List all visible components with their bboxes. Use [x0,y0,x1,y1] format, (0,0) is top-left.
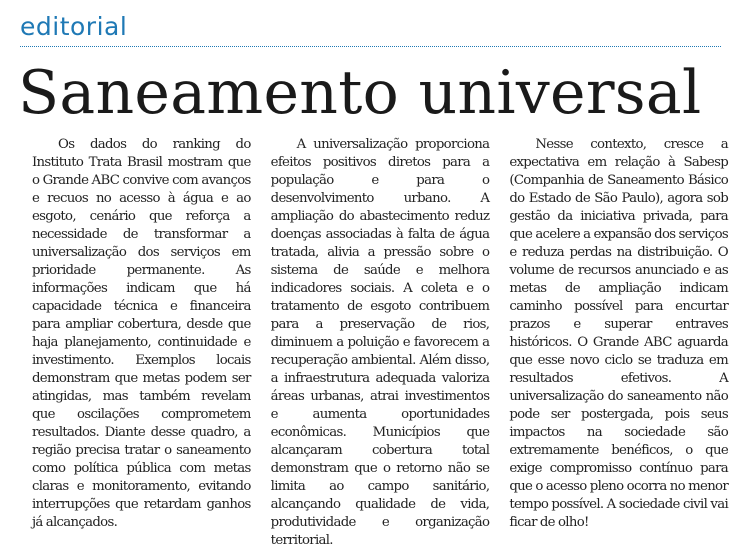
article-body [32,136,729,548]
column-3: Nesse contexto, cresce a expectativa em relação à Sabesp (Companhia de Saneamento Básico do Estado de São Paulo), agora sob gestão da iniciativa privada, para que acelere a expansão dos serviços e reduza perdas na distribuição. O volume de recursos anunciado e as metas de ampliação indicam caminho possível para encurtar prazos e superar entraves históricos. O Grande ABC aguarda que esse novo ciclo se traduza em resultados efetivos. A universalização do saneamento não pode ser postergada, pois seus impactos na sociedade são extremamente benéficos, o que exige compromisso contínuo para que o acesso pleno ocorra no menor tempo possível. A sociedade civil vai ficar de olho! [509,137,729,530]
column-2: A universalização proporciona efeitos positivos diretos para a população e para o desenvolvimento urbano. A ampliação do abastecimento reduz doenças associadas à falta de água tratada, alivia a pressão sobre o sistema de saúde e melhora indicadores sociais. A coleta e o tratamento de esgoto contribuem para a preservação de rios, diminuem a poluição e favorecem a recuperação ambiental. Além disso, a infraestrutura adequada valoriza áreas urbanas, atrai investimentos e aumenta oportunidades econômicas. Municípios que alcançaram cobertura total demonstram que o retorno não se limita ao campo sanitário, alcançando qualidade de vida, produtividade e organização territorial. [270,137,490,548]
section-label: editorial [20,12,128,41]
section-divider [20,46,721,47]
headline: Saneamento universal [18,58,702,128]
column-1: Os dados do ranking do Instituto Trata Brasil mostram que o Grande ABC convive com avanços e recuos no acesso à água e ao esgoto, cenário que reforça a necessidade de transformar a universalização dos serviços em prioridade permanente. As informações indicam que há capacidade técnica e financeira para ampliar cobertura, desde que haja planejamento, continuidade e investimento. Exemplos locais demonstram que metas podem ser atingidas, mas também revelam que oscilações comprometem resultados. Diante desse quadro, a região precisa tratar o saneamento como política pública com metas claras e monitoramento, evitando interrupções que retardam ganhos já alcançados. [32,137,251,530]
